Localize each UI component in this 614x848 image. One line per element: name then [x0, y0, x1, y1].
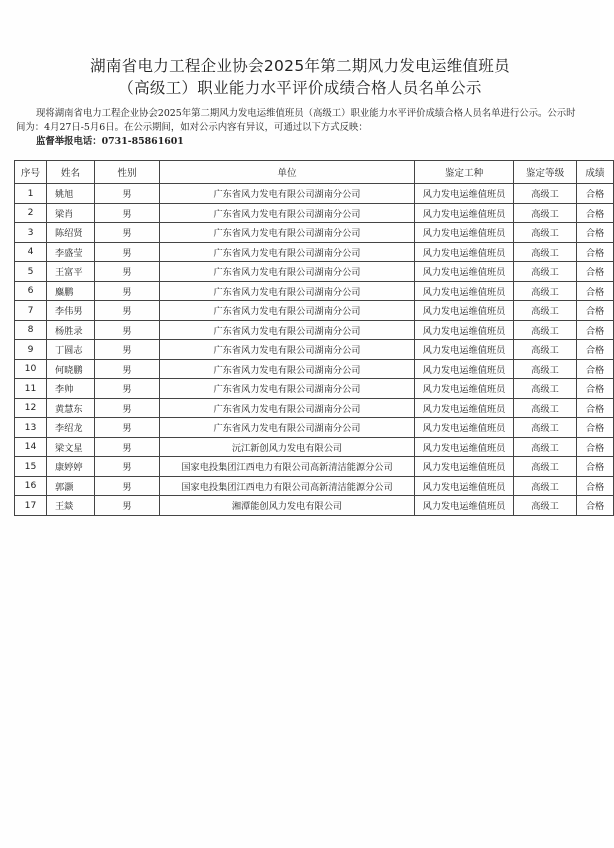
cell-result: 合格 — [577, 203, 614, 223]
cell-name: 姚旭 — [47, 184, 95, 204]
cell-seq: 13 — [15, 418, 47, 438]
cell-seq: 8 — [15, 320, 47, 340]
cell-level: 高级工 — [514, 359, 577, 379]
cell-gender: 男 — [95, 301, 160, 321]
cell-unit: 广东省风力发电有限公司湖南分公司 — [160, 223, 415, 243]
cell-level: 高级工 — [514, 476, 577, 496]
column-header-trade: 鉴定工种 — [415, 161, 514, 184]
cell-seq: 9 — [15, 340, 47, 360]
cell-name: 李盛莹 — [47, 242, 95, 262]
cell-seq: 7 — [15, 301, 47, 321]
complaint-hotline: 监督举报电话：0731-85861601 — [36, 136, 184, 147]
cell-trade: 风力发电运维值班员 — [415, 496, 514, 516]
cell-trade: 风力发电运维值班员 — [415, 340, 514, 360]
table-row — [15, 457, 614, 477]
table-row — [15, 398, 614, 418]
cell-unit: 湘潭能创风力发电有限公司 — [160, 496, 415, 516]
cell-unit: 广东省风力发电有限公司湖南分公司 — [160, 398, 415, 418]
cell-result: 合格 — [577, 437, 614, 457]
cell-level: 高级工 — [514, 242, 577, 262]
cell-trade: 风力发电运维值班员 — [415, 437, 514, 457]
cell-result: 合格 — [577, 496, 614, 516]
cell-level: 高级工 — [514, 223, 577, 243]
cell-level: 高级工 — [514, 457, 577, 477]
table-header-row — [15, 161, 614, 184]
cell-name: 康婷婷 — [47, 457, 95, 477]
cell-name: 黄慧东 — [47, 398, 95, 418]
cell-gender: 男 — [95, 281, 160, 301]
cell-name: 王燚 — [47, 496, 95, 516]
cell-seq: 15 — [15, 457, 47, 477]
cell-name: 李绍龙 — [47, 418, 95, 438]
cell-name: 陈绍贤 — [47, 223, 95, 243]
cell-level: 高级工 — [514, 301, 577, 321]
cell-result: 合格 — [577, 476, 614, 496]
cell-unit: 沅江新创风力发电有限公司 — [160, 437, 415, 457]
cell-gender: 男 — [95, 184, 160, 204]
cell-level: 高级工 — [514, 203, 577, 223]
cell-seq: 3 — [15, 223, 47, 243]
cell-gender: 男 — [95, 496, 160, 516]
cell-name: 何晓鹏 — [47, 359, 95, 379]
cell-trade: 风力发电运维值班员 — [415, 457, 514, 477]
cell-gender: 男 — [95, 340, 160, 360]
cell-unit: 广东省风力发电有限公司湖南分公司 — [160, 262, 415, 282]
column-header-unit: 单位 — [160, 161, 415, 184]
table-row — [15, 476, 614, 496]
cell-seq: 16 — [15, 476, 47, 496]
cell-trade: 风力发电运维值班员 — [415, 418, 514, 438]
cell-trade: 风力发电运维值班员 — [415, 262, 514, 282]
cell-unit: 广东省风力发电有限公司湖南分公司 — [160, 320, 415, 340]
cell-level: 高级工 — [514, 418, 577, 438]
cell-trade: 风力发电运维值班员 — [415, 242, 514, 262]
cell-trade: 风力发电运维值班员 — [415, 203, 514, 223]
cell-seq: 6 — [15, 281, 47, 301]
table-row — [15, 242, 614, 262]
cell-result: 合格 — [577, 340, 614, 360]
cell-gender: 男 — [95, 359, 160, 379]
cell-seq: 12 — [15, 398, 47, 418]
cell-trade: 风力发电运维值班员 — [415, 223, 514, 243]
cell-name: 麋鹏 — [47, 281, 95, 301]
table-row — [15, 418, 614, 438]
table-row — [15, 184, 614, 204]
cell-result: 合格 — [577, 398, 614, 418]
table-row — [15, 379, 614, 399]
cell-trade: 风力发电运维值班员 — [415, 398, 514, 418]
cell-trade: 风力发电运维值班员 — [415, 301, 514, 321]
cell-trade: 风力发电运维值班员 — [415, 281, 514, 301]
table-row — [15, 262, 614, 282]
cell-unit: 广东省风力发电有限公司湖南分公司 — [160, 281, 415, 301]
cell-result: 合格 — [577, 281, 614, 301]
cell-level: 高级工 — [514, 379, 577, 399]
cell-gender: 男 — [95, 223, 160, 243]
cell-unit: 广东省风力发电有限公司湖南分公司 — [160, 418, 415, 438]
cell-seq: 17 — [15, 496, 47, 516]
column-header-seq: 序号 — [15, 161, 47, 184]
cell-result: 合格 — [577, 262, 614, 282]
cell-seq: 10 — [15, 359, 47, 379]
table-row — [15, 301, 614, 321]
cell-seq: 2 — [15, 203, 47, 223]
cell-name: 丁圆志 — [47, 340, 95, 360]
cell-trade: 风力发电运维值班员 — [415, 379, 514, 399]
cell-result: 合格 — [577, 242, 614, 262]
cell-unit: 国家电投集团江西电力有限公司高新清洁能源分公司 — [160, 476, 415, 496]
cell-result: 合格 — [577, 301, 614, 321]
cell-trade: 风力发电运维值班员 — [415, 476, 514, 496]
cell-seq: 1 — [15, 184, 47, 204]
cell-name: 梁文星 — [47, 437, 95, 457]
document-title-line2: （高级工）职业能力水平评价成绩合格人员名单公示 — [118, 79, 482, 97]
document-title-line1: 湖南省电力工程企业协会2025年第二期风力发电运维值班员 — [90, 57, 510, 75]
cell-unit: 广东省风力发电有限公司湖南分公司 — [160, 203, 415, 223]
cell-name: 杨胜录 — [47, 320, 95, 340]
table-row — [15, 281, 614, 301]
column-header-result: 成绩 — [577, 161, 614, 184]
column-header-level: 鉴定等级 — [514, 161, 577, 184]
table-row — [15, 359, 614, 379]
table-row — [15, 496, 614, 516]
cell-unit: 广东省风力发电有限公司湖南分公司 — [160, 340, 415, 360]
cell-gender: 男 — [95, 476, 160, 496]
table-row — [15, 223, 614, 243]
notice-paragraph: 现将湖南省电力工程企业协会2025年第二期风力发电运维值班员（高级工）职业能力水平评价成绩合格人员名单进行公示。公示时间为：4月27日-5月6日。在公示期间，如对公示内容有异议，可通过以下方式反映： — [16, 108, 576, 133]
table-body — [15, 184, 614, 516]
cell-level: 高级工 — [514, 437, 577, 457]
cell-gender: 男 — [95, 262, 160, 282]
cell-gender: 男 — [95, 320, 160, 340]
cell-level: 高级工 — [514, 262, 577, 282]
cell-result: 合格 — [577, 320, 614, 340]
cell-gender: 男 — [95, 242, 160, 262]
cell-trade: 风力发电运维值班员 — [415, 184, 514, 204]
cell-unit: 广东省风力发电有限公司湖南分公司 — [160, 359, 415, 379]
cell-unit: 广东省风力发电有限公司湖南分公司 — [160, 184, 415, 204]
cell-seq: 5 — [15, 262, 47, 282]
cell-level: 高级工 — [514, 184, 577, 204]
cell-level: 高级工 — [514, 398, 577, 418]
cell-name: 郭灏 — [47, 476, 95, 496]
cell-gender: 男 — [95, 437, 160, 457]
cell-unit: 广东省风力发电有限公司湖南分公司 — [160, 242, 415, 262]
cell-seq: 14 — [15, 437, 47, 457]
cell-result: 合格 — [577, 379, 614, 399]
cell-name: 梁肖 — [47, 203, 95, 223]
cell-name: 李帅 — [47, 379, 95, 399]
cell-unit: 广东省风力发电有限公司湖南分公司 — [160, 301, 415, 321]
cell-result: 合格 — [577, 359, 614, 379]
cell-unit: 国家电投集团江西电力有限公司高新清洁能源分公司 — [160, 457, 415, 477]
cell-gender: 男 — [95, 203, 160, 223]
cell-gender: 男 — [95, 379, 160, 399]
cell-level: 高级工 — [514, 496, 577, 516]
table-row — [15, 203, 614, 223]
cell-unit: 广东省风力发电有限公司湖南分公司 — [160, 379, 415, 399]
cell-level: 高级工 — [514, 320, 577, 340]
cell-seq: 11 — [15, 379, 47, 399]
cell-level: 高级工 — [514, 281, 577, 301]
cell-seq: 4 — [15, 242, 47, 262]
table-row — [15, 320, 614, 340]
cell-trade: 风力发电运维值班员 — [415, 320, 514, 340]
cell-gender: 男 — [95, 418, 160, 438]
cell-gender: 男 — [95, 398, 160, 418]
cell-name: 李伟男 — [47, 301, 95, 321]
table-row — [15, 437, 614, 457]
qualified-personnel-table — [14, 160, 614, 516]
column-header-gender: 性别 — [95, 161, 160, 184]
cell-gender: 男 — [95, 457, 160, 477]
cell-result: 合格 — [577, 418, 614, 438]
table-row — [15, 340, 614, 360]
cell-result: 合格 — [577, 223, 614, 243]
cell-level: 高级工 — [514, 340, 577, 360]
column-header-name: 姓名 — [47, 161, 95, 184]
cell-result: 合格 — [577, 184, 614, 204]
cell-name: 王富平 — [47, 262, 95, 282]
cell-result: 合格 — [577, 457, 614, 477]
cell-trade: 风力发电运维值班员 — [415, 359, 514, 379]
